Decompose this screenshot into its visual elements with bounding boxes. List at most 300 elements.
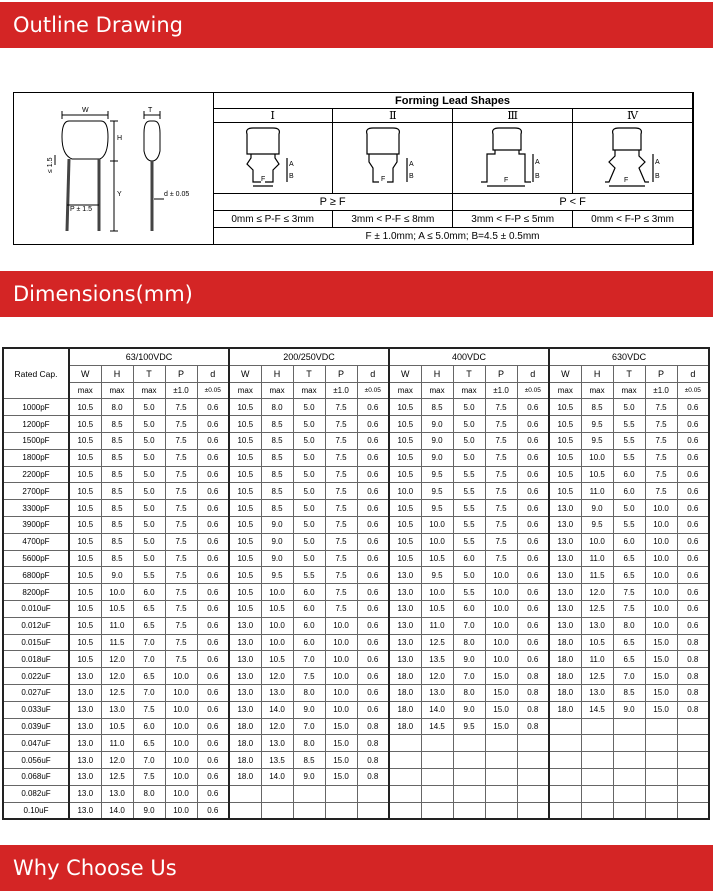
outline-drawing-panel	[13, 92, 694, 245]
value-cell: 8.5	[101, 449, 133, 466]
value-cell: 10.0	[485, 651, 517, 668]
value-cell: 10.5	[69, 500, 101, 517]
rated-cap-cell: 0.010uF	[3, 600, 69, 617]
voltage-group-header: 200/250VDC	[229, 348, 389, 365]
value-cell: 6.0	[293, 634, 325, 651]
value-cell	[517, 768, 549, 785]
value-cell	[645, 768, 677, 785]
value-cell: 8.5	[101, 432, 133, 449]
shape-numeral-4: Ⅳ	[573, 109, 693, 123]
value-cell: 10.5	[229, 432, 261, 449]
range-shape-1: 0mm ≤ P-F ≤ 3mm	[213, 211, 333, 228]
value-cell: 7.5	[485, 483, 517, 500]
value-cell: 5.0	[293, 399, 325, 416]
condition-p-ge-f: P ≥ F	[213, 194, 453, 211]
rated-cap-cell: 0.033uF	[3, 701, 69, 718]
value-cell: 0.6	[197, 684, 229, 701]
value-cell: 6.0	[133, 584, 165, 601]
value-cell	[613, 785, 645, 802]
value-cell: 0.6	[197, 483, 229, 500]
value-cell: 10.5	[69, 516, 101, 533]
value-cell: 10.5	[229, 416, 261, 433]
value-cell: 7.5	[165, 416, 197, 433]
column-header: P	[645, 365, 677, 382]
value-cell: 6.0	[293, 617, 325, 634]
value-cell: 14.0	[261, 768, 293, 785]
value-cell: 10.5	[229, 500, 261, 517]
value-cell: 6.5	[133, 617, 165, 634]
value-cell: 18.0	[389, 701, 421, 718]
value-cell: 10.0	[261, 617, 293, 634]
shape-numeral-3: Ⅲ	[453, 109, 573, 123]
value-cell: 0.6	[197, 416, 229, 433]
column-tolerance: max	[293, 382, 325, 399]
rated-cap-cell: 6800pF	[3, 567, 69, 584]
value-cell: 10.5	[229, 533, 261, 550]
value-cell: 9.0	[261, 550, 293, 567]
value-cell: 0.6	[357, 567, 389, 584]
value-cell	[581, 735, 613, 752]
fig4-label-f: F	[623, 176, 628, 184]
value-cell: 13.0	[229, 684, 261, 701]
value-cell: 10.5	[389, 466, 421, 483]
section-banner-outline: Outline Drawing	[0, 2, 713, 48]
value-cell: 7.5	[645, 483, 677, 500]
value-cell: 0.6	[357, 651, 389, 668]
value-cell: 5.0	[293, 516, 325, 533]
table-row	[3, 533, 709, 550]
column-tolerance: max	[453, 382, 485, 399]
value-cell: 0.6	[197, 617, 229, 634]
value-cell: 8.5	[421, 399, 453, 416]
value-cell: 8.5	[581, 399, 613, 416]
value-cell: 7.5	[165, 651, 197, 668]
rated-cap-cell: 5600pF	[3, 550, 69, 567]
value-cell: 7.5	[325, 500, 357, 517]
value-cell: 10.0	[389, 483, 421, 500]
value-cell: 8.5	[293, 752, 325, 769]
value-cell	[549, 768, 581, 785]
table-row	[3, 600, 709, 617]
value-cell: 13.0	[69, 768, 101, 785]
label-pitch: P ± 1.5	[70, 206, 93, 213]
value-cell: 0.6	[517, 466, 549, 483]
label-w: W	[82, 107, 89, 114]
value-cell: 7.5	[165, 550, 197, 567]
value-cell: 9.5	[581, 516, 613, 533]
value-cell: 7.5	[613, 584, 645, 601]
column-header: P	[325, 365, 357, 382]
value-cell: 0.6	[357, 500, 389, 517]
value-cell: 10.5	[261, 600, 293, 617]
column-header: T	[453, 365, 485, 382]
value-cell: 10.0	[165, 768, 197, 785]
rated-cap-cell: 0.039uF	[3, 718, 69, 735]
value-cell: 10.5	[389, 432, 421, 449]
value-cell: 7.5	[165, 584, 197, 601]
value-cell: 10.5	[229, 449, 261, 466]
value-cell: 10.5	[69, 416, 101, 433]
value-cell: 5.5	[613, 516, 645, 533]
value-cell	[581, 785, 613, 802]
table-row	[3, 483, 709, 500]
value-cell: 10.5	[421, 600, 453, 617]
rated-cap-cell: 0.056uF	[3, 752, 69, 769]
rated-cap-cell: 0.022uF	[3, 668, 69, 685]
value-cell: 0.6	[197, 768, 229, 785]
value-cell: 5.5	[453, 533, 485, 550]
value-cell: 15.0	[485, 701, 517, 718]
value-cell: 7.0	[453, 617, 485, 634]
value-cell: 14.5	[581, 701, 613, 718]
value-cell	[645, 718, 677, 735]
value-cell: 5.0	[453, 432, 485, 449]
value-cell: 13.0	[261, 684, 293, 701]
value-cell: 13.0	[69, 802, 101, 819]
value-cell: 5.0	[293, 483, 325, 500]
value-cell: 13.0	[389, 634, 421, 651]
column-tolerance: max	[389, 382, 421, 399]
value-cell: 9.0	[581, 500, 613, 517]
value-cell: 8.5	[101, 550, 133, 567]
value-cell	[677, 802, 709, 819]
value-cell: 6.0	[453, 550, 485, 567]
value-cell: 5.0	[453, 567, 485, 584]
value-cell: 10.5	[549, 449, 581, 466]
value-cell: 13.0	[549, 567, 581, 584]
value-cell: 7.5	[165, 567, 197, 584]
value-cell: 0.6	[357, 449, 389, 466]
value-cell: 12.0	[101, 752, 133, 769]
value-cell: 5.0	[133, 432, 165, 449]
capacitor-outline-svg	[14, 93, 213, 244]
section-banner-dimensions: Dimensions(mm)	[0, 271, 713, 317]
value-cell: 9.0	[293, 701, 325, 718]
value-cell: 0.6	[357, 634, 389, 651]
tolerance-note: F ± 1.0mm; A ≤ 5.0mm; B=4.5 ± 0.5mm	[213, 228, 693, 245]
rated-cap-cell: 3900pF	[3, 516, 69, 533]
value-cell: 0.6	[357, 399, 389, 416]
value-cell: 6.0	[293, 584, 325, 601]
value-cell: 13.0	[549, 617, 581, 634]
shape-numeral-1: Ⅰ	[213, 109, 333, 123]
value-cell: 6.0	[613, 533, 645, 550]
column-tolerance: max	[101, 382, 133, 399]
label-lead-length: ≤ 1.5	[47, 157, 54, 173]
value-cell: 0.6	[357, 432, 389, 449]
value-cell: 9.0	[421, 432, 453, 449]
value-cell: 6.0	[613, 466, 645, 483]
value-cell: 12.0	[101, 668, 133, 685]
column-tolerance: ±0.05	[517, 382, 549, 399]
table-row	[3, 718, 709, 735]
value-cell: 5.0	[133, 399, 165, 416]
value-cell: 5.0	[293, 500, 325, 517]
value-cell: 0.6	[677, 617, 709, 634]
table-row	[3, 550, 709, 567]
value-cell: 11.0	[581, 550, 613, 567]
value-cell: 13.0	[581, 684, 613, 701]
value-cell	[453, 785, 485, 802]
value-cell	[293, 785, 325, 802]
column-header: W	[69, 365, 101, 382]
value-cell: 10.5	[389, 399, 421, 416]
value-cell: 6.5	[613, 634, 645, 651]
value-cell	[645, 752, 677, 769]
value-cell: 10.5	[229, 550, 261, 567]
value-cell: 12.5	[421, 634, 453, 651]
value-cell: 0.6	[357, 483, 389, 500]
column-header: P	[165, 365, 197, 382]
fig2-label-a: A	[408, 160, 414, 168]
value-cell: 7.5	[165, 449, 197, 466]
fig4-label-b: B	[654, 172, 660, 180]
value-cell: 14.0	[261, 701, 293, 718]
label-diameter: d ± 0.05	[164, 191, 190, 198]
value-cell: 13.0	[549, 516, 581, 533]
value-cell: 13.0	[69, 735, 101, 752]
column-header: W	[389, 365, 421, 382]
value-cell: 9.5	[261, 567, 293, 584]
column-header: T	[293, 365, 325, 382]
value-cell: 0.6	[197, 735, 229, 752]
value-cell: 11.5	[101, 634, 133, 651]
condition-p-lt-f: P < F	[453, 194, 693, 211]
value-cell: 8.5	[101, 416, 133, 433]
value-cell: 0.6	[197, 550, 229, 567]
column-header: d	[357, 365, 389, 382]
value-cell	[229, 802, 261, 819]
value-cell: 10.0	[645, 567, 677, 584]
table-row	[3, 634, 709, 651]
value-cell: 10.0	[645, 500, 677, 517]
value-cell: 8.0	[293, 684, 325, 701]
value-cell: 5.5	[453, 483, 485, 500]
value-cell: 10.0	[645, 584, 677, 601]
table-row	[3, 752, 709, 769]
value-cell: 7.5	[613, 600, 645, 617]
rated-cap-cell: 3300pF	[3, 500, 69, 517]
value-cell: 0.6	[517, 634, 549, 651]
value-cell: 0.6	[197, 533, 229, 550]
value-cell: 0.8	[677, 651, 709, 668]
value-cell: 15.0	[485, 718, 517, 735]
value-cell: 5.5	[453, 516, 485, 533]
value-cell: 6.0	[453, 600, 485, 617]
value-cell	[581, 752, 613, 769]
value-cell: 10.0	[325, 634, 357, 651]
value-cell	[357, 802, 389, 819]
value-cell	[357, 785, 389, 802]
value-cell: 10.5	[389, 449, 421, 466]
value-cell: 0.6	[197, 668, 229, 685]
value-cell: 8.0	[133, 785, 165, 802]
rated-cap-cell: 2200pF	[3, 466, 69, 483]
value-cell: 0.6	[677, 500, 709, 517]
value-cell: 0.8	[677, 634, 709, 651]
column-tolerance: max	[261, 382, 293, 399]
range-shape-2: 3mm < P-F ≤ 8mm	[333, 211, 453, 228]
value-cell: 10.0	[421, 516, 453, 533]
value-cell: 7.5	[165, 466, 197, 483]
shape-figure-2	[333, 123, 453, 194]
value-cell: 9.0	[421, 449, 453, 466]
value-cell	[581, 802, 613, 819]
value-cell: 11.0	[581, 483, 613, 500]
value-cell: 0.8	[677, 668, 709, 685]
value-cell: 10.5	[69, 617, 101, 634]
value-cell	[677, 735, 709, 752]
value-cell: 8.5	[101, 516, 133, 533]
table-row	[3, 701, 709, 718]
value-cell: 0.6	[357, 684, 389, 701]
value-cell	[517, 735, 549, 752]
value-cell: 5.0	[133, 483, 165, 500]
value-cell: 10.5	[69, 550, 101, 567]
value-cell: 18.0	[549, 701, 581, 718]
value-cell: 10.5	[549, 466, 581, 483]
value-cell: 0.6	[197, 432, 229, 449]
value-cell: 13.0	[69, 718, 101, 735]
value-cell: 10.0	[581, 449, 613, 466]
value-cell: 13.0	[101, 701, 133, 718]
value-cell: 10.5	[549, 432, 581, 449]
value-cell: 10.5	[101, 718, 133, 735]
value-cell: 10.5	[389, 533, 421, 550]
value-cell: 0.6	[197, 701, 229, 718]
rated-cap-cell: 4700pF	[3, 533, 69, 550]
value-cell: 10.0	[421, 584, 453, 601]
value-cell: 7.5	[165, 432, 197, 449]
value-cell: 9.0	[453, 701, 485, 718]
value-cell: 10.0	[485, 634, 517, 651]
value-cell: 5.5	[453, 584, 485, 601]
table-row	[3, 466, 709, 483]
column-tolerance: max	[229, 382, 261, 399]
value-cell: 15.0	[325, 768, 357, 785]
value-cell: 6.0	[133, 718, 165, 735]
value-cell: 18.0	[549, 634, 581, 651]
value-cell: 10.0	[485, 600, 517, 617]
value-cell: 0.6	[357, 416, 389, 433]
column-tolerance: ±1.0	[645, 382, 677, 399]
column-tolerance: ±0.05	[677, 382, 709, 399]
value-cell: 6.0	[613, 483, 645, 500]
value-cell: 0.6	[517, 483, 549, 500]
value-cell: 12.0	[261, 668, 293, 685]
label-t: T	[148, 107, 153, 114]
value-cell: 0.6	[677, 567, 709, 584]
table-row	[3, 785, 709, 802]
value-cell: 0.6	[197, 600, 229, 617]
value-cell: 5.0	[133, 449, 165, 466]
value-cell: 7.5	[325, 516, 357, 533]
value-cell: 12.5	[581, 668, 613, 685]
value-cell: 8.5	[261, 500, 293, 517]
value-cell: 10.0	[645, 516, 677, 533]
value-cell: 10.0	[581, 533, 613, 550]
column-tolerance: ±1.0	[325, 382, 357, 399]
column-tolerance: ±0.05	[357, 382, 389, 399]
value-cell: 13.0	[549, 533, 581, 550]
value-cell: 9.0	[101, 567, 133, 584]
column-tolerance: max	[549, 382, 581, 399]
value-cell	[485, 768, 517, 785]
value-cell: 7.5	[485, 416, 517, 433]
value-cell: 9.0	[453, 651, 485, 668]
value-cell: 10.5	[581, 634, 613, 651]
column-header: H	[261, 365, 293, 382]
rated-cap-cell: 0.012uF	[3, 617, 69, 634]
value-cell: 7.5	[645, 449, 677, 466]
value-cell: 0.6	[677, 600, 709, 617]
value-cell: 8.5	[261, 483, 293, 500]
value-cell	[613, 802, 645, 819]
value-cell: 10.0	[645, 617, 677, 634]
value-cell: 0.6	[357, 516, 389, 533]
value-cell: 10.5	[549, 416, 581, 433]
value-cell: 10.5	[229, 399, 261, 416]
value-cell	[549, 718, 581, 735]
value-cell: 7.0	[293, 718, 325, 735]
fig3-label-b: B	[534, 172, 540, 180]
value-cell: 9.0	[421, 416, 453, 433]
value-cell: 7.5	[325, 567, 357, 584]
value-cell: 0.6	[197, 718, 229, 735]
value-cell	[549, 735, 581, 752]
value-cell: 0.6	[677, 516, 709, 533]
value-cell: 5.0	[133, 516, 165, 533]
value-cell: 15.0	[645, 634, 677, 651]
column-header: H	[421, 365, 453, 382]
value-cell	[549, 752, 581, 769]
value-cell: 18.0	[229, 735, 261, 752]
value-cell: 9.5	[421, 567, 453, 584]
rated-cap-cell: 0.047uF	[3, 735, 69, 752]
value-cell: 0.6	[517, 416, 549, 433]
value-cell: 5.0	[453, 449, 485, 466]
fig3-label-f: F	[503, 176, 508, 184]
value-cell: 7.5	[165, 617, 197, 634]
value-cell	[325, 802, 357, 819]
value-cell: 10.5	[101, 600, 133, 617]
value-cell	[517, 785, 549, 802]
value-cell: 0.6	[357, 550, 389, 567]
value-cell: 10.0	[485, 567, 517, 584]
value-cell: 7.5	[165, 600, 197, 617]
value-cell: 10.5	[229, 466, 261, 483]
forming-title: Forming Lead Shapes	[213, 93, 693, 109]
value-cell: 15.0	[325, 718, 357, 735]
value-cell: 10.5	[549, 399, 581, 416]
value-cell: 0.6	[517, 516, 549, 533]
value-cell: 8.0	[261, 399, 293, 416]
value-cell: 5.0	[293, 466, 325, 483]
value-cell: 0.6	[357, 668, 389, 685]
table-row	[3, 684, 709, 701]
rated-cap-cell: 2700pF	[3, 483, 69, 500]
value-cell: 0.8	[517, 668, 549, 685]
value-cell: 5.5	[613, 416, 645, 433]
label-y: Y	[117, 191, 122, 198]
table-row	[3, 617, 709, 634]
fig4-label-a: A	[654, 158, 660, 166]
value-cell: 7.5	[645, 466, 677, 483]
value-cell: 8.5	[261, 416, 293, 433]
fig1-label-b: B	[288, 172, 294, 180]
value-cell: 0.6	[197, 785, 229, 802]
value-cell	[677, 785, 709, 802]
